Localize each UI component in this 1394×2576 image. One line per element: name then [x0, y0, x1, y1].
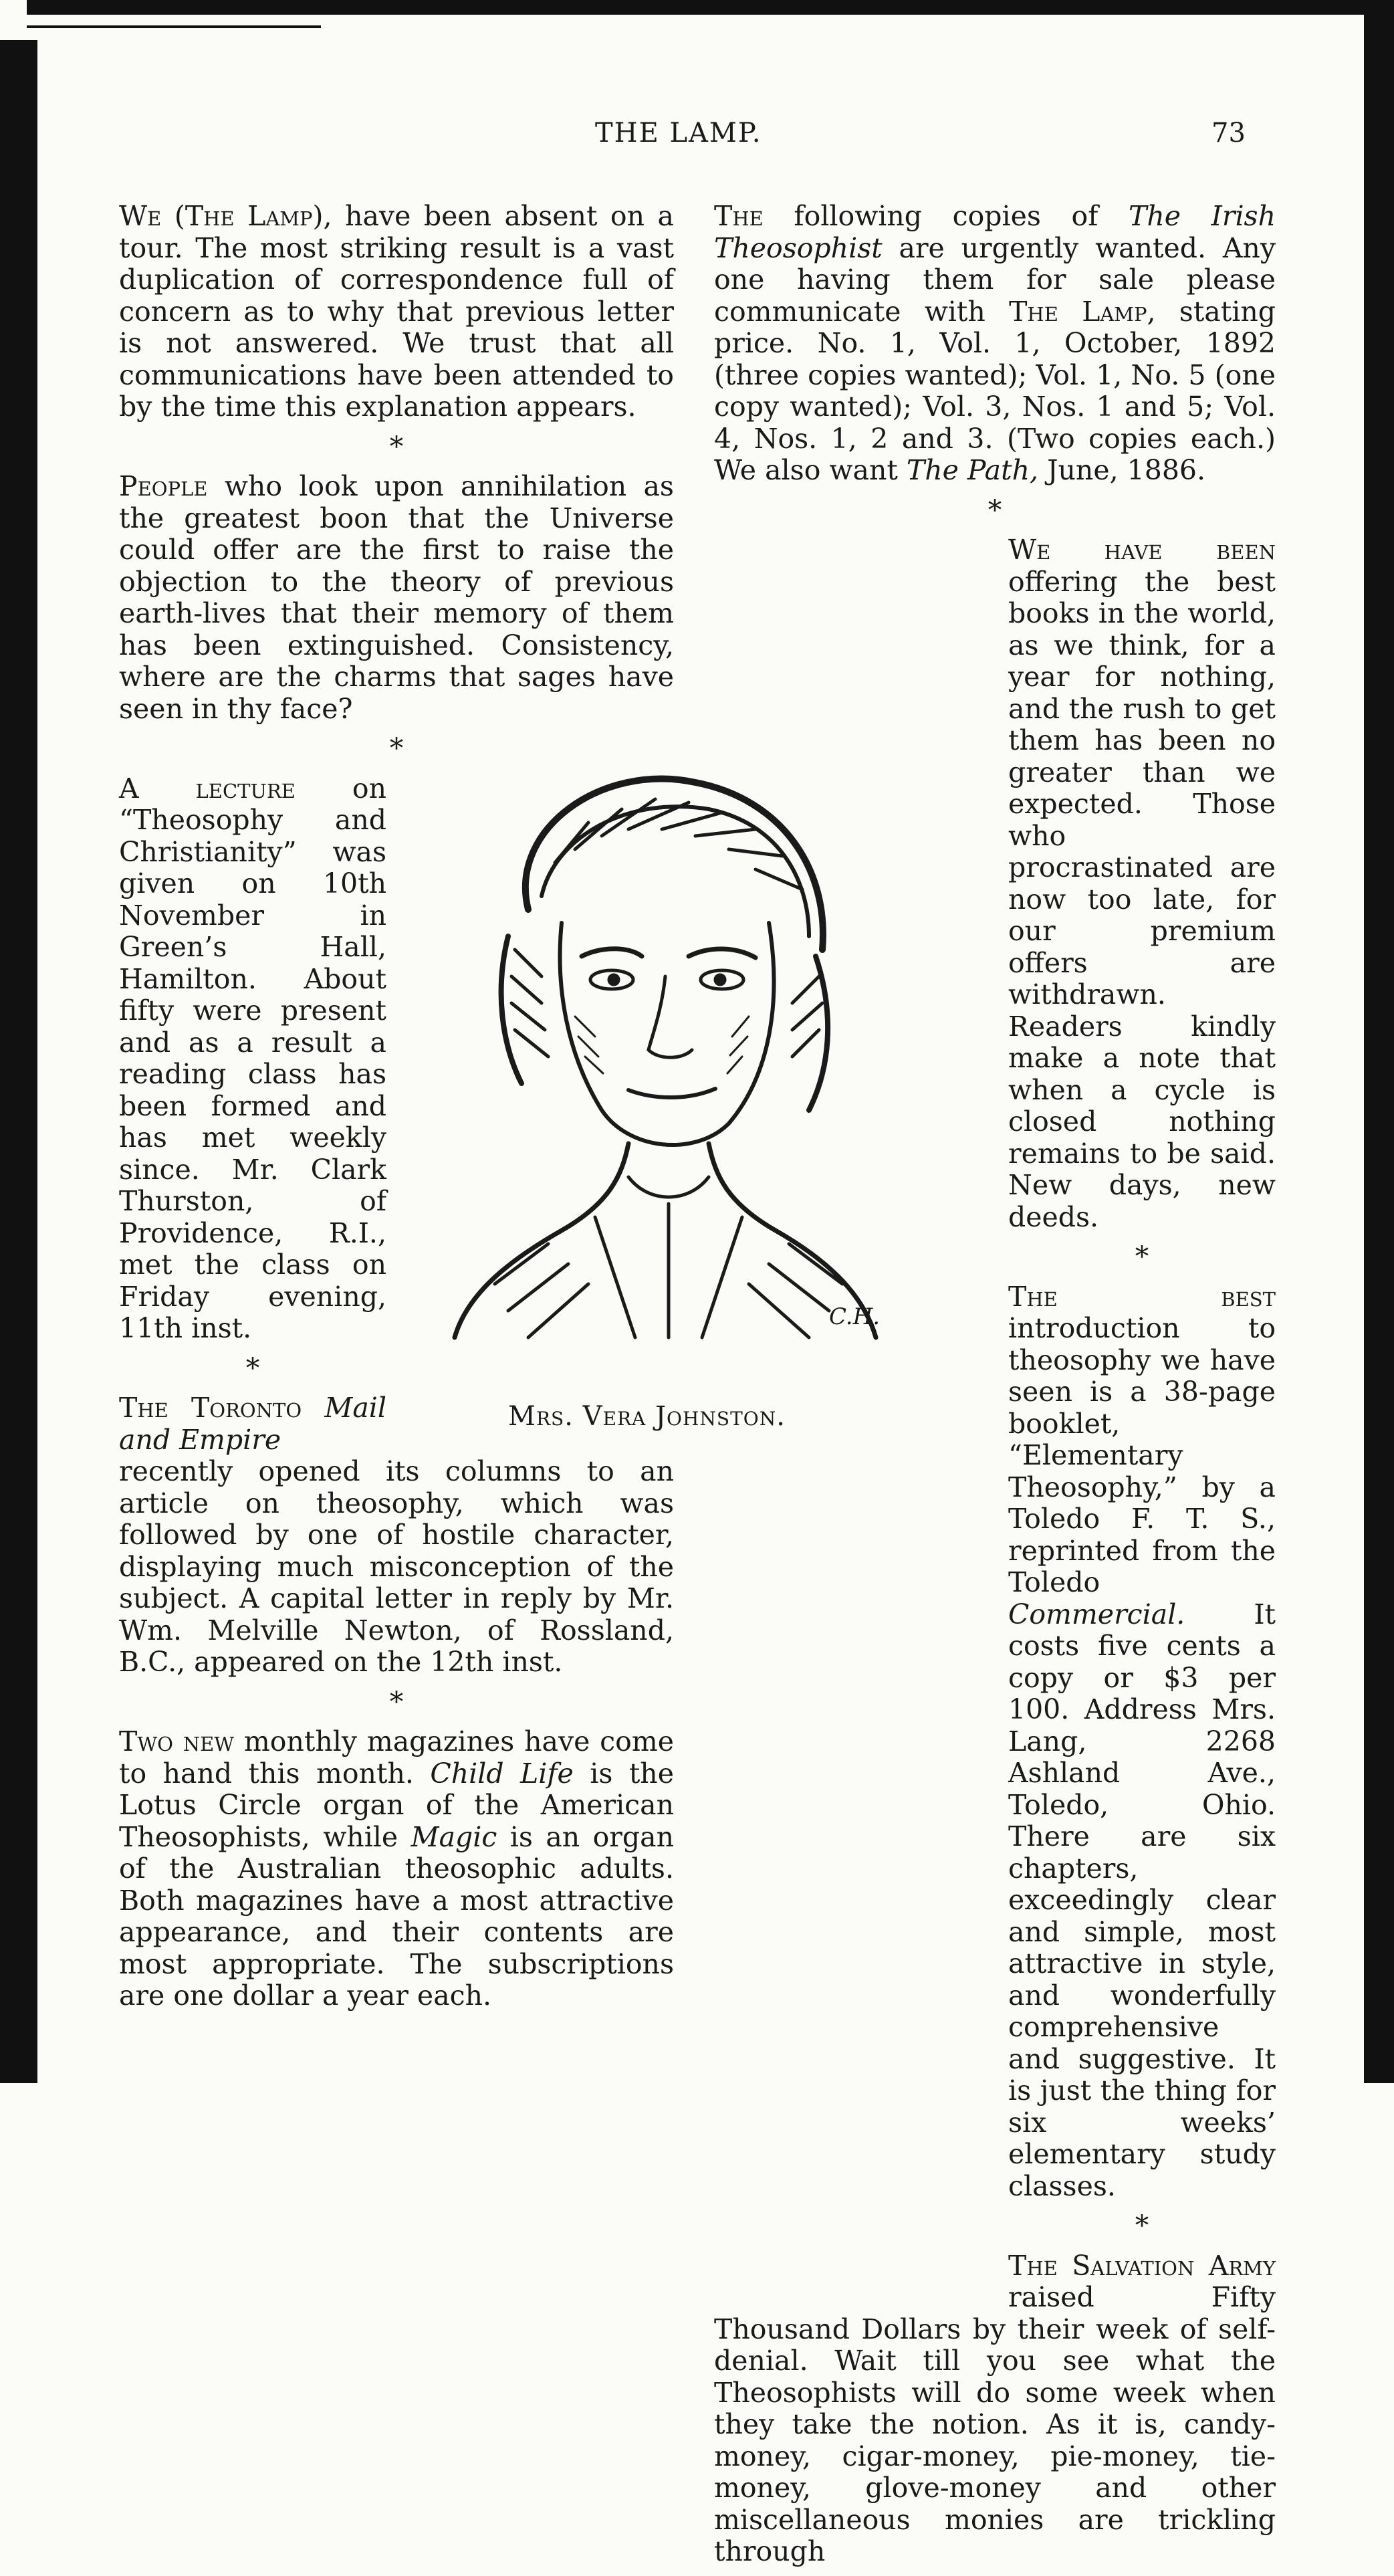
paragraph-body: is the Lotus Circle organ of the American Theosophists, while — [119, 1757, 674, 1853]
section-divider-star: * — [389, 430, 404, 463]
paragraph-body: is an organ of the Australian theosophic adults. Both magazines have a most attractive appearance, and their contents are most appropriate. The subscriptions are one dollar a year each. — [119, 1820, 674, 2012]
paragraph-toronto-mail — [119, 1392, 386, 1456]
section-divider-star: * — [988, 494, 1002, 526]
magazine-title: Child Life — [430, 1757, 574, 1790]
right-scan-edge — [1364, 0, 1394, 2083]
paragraph-body: on “Theosophy and Christianity” was given on 10th November in Green’s Hall, Hamilton. About fifty were present and as a result a reading class has been formed and has met weekly since. Mr. Clark Thurston, of Providence, R.I., met the class on Friday evening, 11th inst. — [119, 772, 386, 1344]
section-divider-star: * — [1135, 1241, 1149, 1273]
paragraph-lead: The Salvation Army — [1008, 2249, 1276, 2282]
paragraph-lead: We (The Lamp), — [119, 200, 332, 232]
paragraph-lead: Two new — [119, 1725, 235, 1757]
right-column — [714, 201, 1276, 2576]
newspaper-title: Commercial. — [1008, 1598, 1185, 1630]
paragraph-lecture — [119, 773, 386, 1345]
paragraph-new-magazines — [119, 1726, 674, 2012]
portrait-illustration — [428, 736, 896, 1351]
paragraph-lead: A lecture — [119, 772, 296, 804]
paragraph-body: recently opened its columns to an article on theosophy, which was followed by one of hostile character, displaying much misconception of the subject. A capital letter in reply by Mr. Wm. Melville Newton, of Rossland, B.C., appeared on the 12th inst. — [119, 1455, 674, 1678]
paragraph-body: monthly magazines have come to hand this month. — [119, 1725, 674, 1790]
paragraph-body: following copies of — [794, 200, 1098, 232]
newspaper-title: Mail and Empire — [119, 1392, 386, 1456]
artist-signature: C.H. — [829, 1303, 881, 1330]
paragraph-body: have been absent on a tour. The most striking result is a vast duplication of correspondence full of concern as to why that previous letter is not answered. We trust that all communications have been attended to by the time this explanation appears. — [119, 200, 674, 423]
magazine-title: The Path, — [906, 454, 1039, 486]
section-divider-star: * — [389, 732, 404, 764]
paragraph-body: raised Fifty Thousand Dollars by their week of self-denial. Wait till you see what the Theosophists will do some week when they take the notion. As it is, candy-money, cigar-money, pie-money, tie-money, glove-money and other miscellaneous monies are trickling through — [714, 2281, 1276, 2567]
section-divider-star: * — [1135, 2210, 1149, 2242]
paragraph-body: offering the best books in the world, as we think, for a year for nothing, and the rush to get them has been no greater than we expected. Those who procrastinated are now too late, for our premium offers are withdrawn. Readers kindly make a note that when a cycle is closed nothing remains to be said. New days, new deeds. — [1008, 565, 1276, 1233]
page-number: 73 — [1211, 118, 1246, 148]
magazine-title: The Irish Theosophist — [714, 200, 1276, 264]
paragraph-absent-on-tour — [119, 201, 674, 423]
running-head: THE LAMP. — [595, 118, 762, 148]
paragraph-body: are urgently wanted. Any one having them for sale please communicate with — [714, 231, 1276, 328]
paragraph-lead: The Toronto — [119, 1392, 302, 1424]
paragraph-body: June, 1886. — [1047, 454, 1206, 486]
section-divider-star: * — [245, 1352, 260, 1384]
paragraph-body: who look upon annihilation as the greatest boon that the Universe could offer are the first to raise the objection to the theory of previous earth-lives that their memory of them has been extinguished. Consistency, where are the charms that sages have seen in thy face? — [119, 470, 674, 725]
portrait-caption: Mrs. Vera Johnston. — [508, 1401, 786, 1432]
top-border-rule — [27, 0, 1367, 15]
paragraph-lead: The best — [1008, 1280, 1276, 1313]
left-scan-edge — [0, 40, 37, 2083]
magazine-name: The Lamp, — [1009, 295, 1156, 328]
paragraph-annihilation — [119, 471, 674, 725]
paragraph-lead: The — [714, 200, 764, 232]
paragraph-wanted-copies — [714, 201, 1276, 487]
paragraph-toronto-mail-continued — [119, 1456, 674, 1679]
paragraph-body: It costs five cents a copy or $3 per 100. Address Mrs. Lang, 2268 Ashland Ave., Toledo, Ohio. There are six chapters, exceedingly clear and simple, most attractive in style, and wonderfully comprehensive and suggestive. It is just the thing for six weeks’ elementary study classes. — [1008, 1598, 1276, 2202]
paragraph-lead: We have been — [1008, 534, 1276, 566]
section-divider-star: * — [389, 1685, 404, 1718]
paragraph-body: stating price. No. 1, Vol. 1, October, 1892 (three copies wanted); Vol. 1, No. 5 (one copy wanted); Vol. 3, Nos. 1 and 5; Vol. 4, Nos. 1, 2 and 3. (Two copies each.) We also want — [714, 295, 1276, 486]
top-thin-rule — [27, 25, 321, 28]
narrow-column-block — [119, 773, 386, 1457]
magazine-title: Magic — [411, 1820, 497, 1853]
paragraph-lead: People — [119, 470, 208, 502]
paragraph-salvation-army — [714, 2250, 1276, 2568]
paragraph-body: introduction to theosophy we have seen is a 38-page booklet, “Elementary Theosophy,” by a Toledo F. T. S., reprinted from the Toledo — [1008, 1312, 1276, 1598]
